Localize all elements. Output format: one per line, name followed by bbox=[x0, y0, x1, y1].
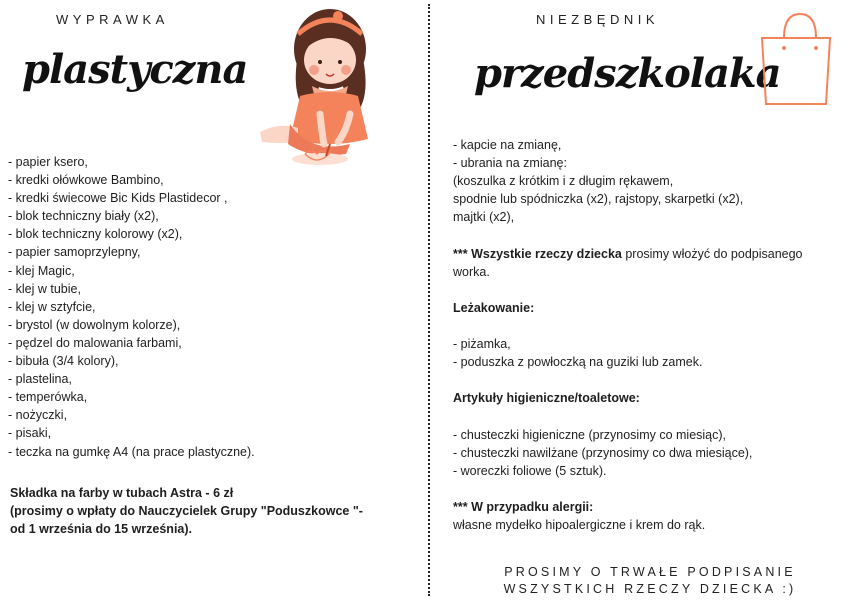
list-item: - pisaki, bbox=[8, 426, 52, 441]
sign-note-line2: worka. bbox=[453, 264, 490, 279]
list-item: - poduszka z powłoczką na guziki lub zamek. bbox=[453, 355, 703, 370]
list-item: majtki (x2), bbox=[453, 210, 515, 225]
list-item: - pędzel do malowania farbami, bbox=[8, 335, 182, 350]
column-divider bbox=[428, 4, 430, 596]
list-item: - klej w tubie, bbox=[8, 281, 81, 296]
left-supplies-list bbox=[8, 153, 255, 461]
allergy-text: własne mydełko hipoalergiczne i krem do rąk. bbox=[453, 517, 706, 532]
hygiene-heading: Artykuły higieniczne/toaletowe: bbox=[453, 391, 640, 406]
paint-fee-line: (prosimy o wpłaty do Nauczycielek Grupy "Poduszkowce "- bbox=[10, 504, 363, 519]
right-content bbox=[453, 136, 848, 534]
left-title: plastyczna bbox=[22, 46, 248, 93]
nap-heading: Leżakowanie: bbox=[453, 300, 535, 315]
list-item: - teczka na gumkę A4 (na prace plastyczne). bbox=[8, 444, 255, 459]
list-item: - blok techniczny biały (x2), bbox=[8, 209, 159, 224]
sign-note bbox=[453, 245, 848, 263]
list-item: - nożyczki, bbox=[8, 408, 68, 423]
footer-line-1: PROSIMY O TRWAŁE PODPISANIE bbox=[504, 565, 796, 579]
list-item: - kredki świecowe Bic Kids Plastidecor , bbox=[8, 191, 228, 206]
list-item: - ubrania na zmianę: bbox=[453, 156, 567, 171]
paint-fee-line: Składka na farby w tubach Astra - 6 zł bbox=[10, 486, 234, 500]
list-item: - klej w sztyfcie, bbox=[8, 299, 96, 314]
list-item: - chusteczki higieniczne (przynosimy co miesiąc), bbox=[453, 427, 727, 442]
list-item: - papier ksero, bbox=[8, 155, 88, 169]
sign-note-prefix: *** bbox=[453, 246, 472, 261]
list-item: - kredki ołówkowe Bambino, bbox=[8, 173, 164, 188]
list-item: - chusteczki nawilżane (przynosimy co dwa miesiące), bbox=[453, 445, 753, 460]
right-kicker: NIEZBĘDNIK bbox=[536, 12, 660, 27]
list-item: - piżamka, bbox=[453, 337, 511, 352]
paint-fee-line: od 1 września do 15 września). bbox=[10, 522, 193, 537]
allergy-heading: *** W przypadku alergii: bbox=[453, 499, 594, 514]
footer-line-2: WSZYSTKICH RZECZY DZIECKA :) bbox=[503, 582, 797, 596]
sign-note-bold: Wszystkie rzeczy dziecka bbox=[471, 246, 622, 261]
list-item: (koszulka z krótkim i z długim rękawem, bbox=[453, 174, 674, 189]
list-item: - plastelina, bbox=[8, 372, 72, 387]
left-kicker: WYPRAWKA bbox=[56, 12, 169, 27]
list-item: - blok techniczny kolorowy (x2), bbox=[8, 227, 183, 242]
list-item: - temperówka, bbox=[8, 390, 88, 405]
shopping-bag-icon bbox=[756, 8, 836, 108]
right-title: przedszkolaka bbox=[474, 50, 781, 97]
drawing-girl-illustration bbox=[250, 4, 395, 174]
paint-fee-note bbox=[10, 484, 363, 538]
list-item: - klej Magic, bbox=[8, 263, 75, 278]
list-item: - bibuła (3/4 kolory), bbox=[8, 354, 119, 369]
sign-note-rest: prosimy włożyć do podpisanego bbox=[621, 246, 803, 261]
list-item: spodnie lub spódniczka (x2), rajstopy, skarpetki (x2), bbox=[453, 192, 744, 207]
list-item: - brystol (w dowolnym kolorze), bbox=[8, 317, 181, 332]
list-item: - woreczki foliowe (5 sztuk). bbox=[453, 463, 607, 478]
list-item: - papier samoprzylepny, bbox=[8, 245, 141, 260]
list-item: - kapcie na zmianę, bbox=[453, 138, 562, 152]
